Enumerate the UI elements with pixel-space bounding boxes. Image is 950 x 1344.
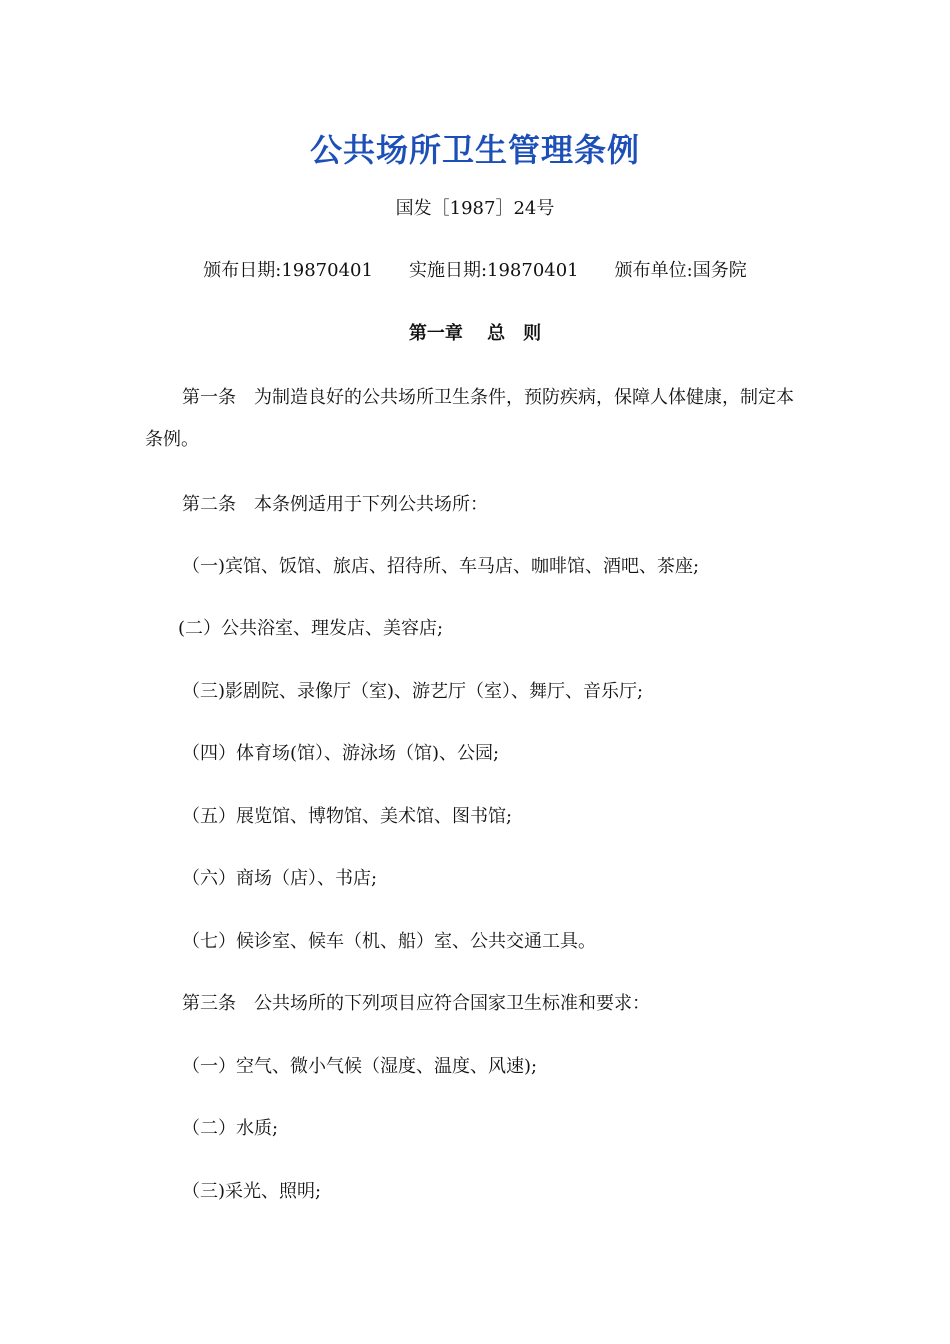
list-item: （四）体育场(馆）、游泳场（馆)、公园;: [182, 743, 500, 764]
list-item: （一）空气、微小气候（湿度、温度、风速);: [182, 1056, 538, 1077]
article-3: 第三条 公共场所的下列项目应符合国家卫生标准和要求：: [182, 993, 650, 1014]
list-item: （三)影剧院、录像厅（室)、游艺厅（室）、舞厅、音乐厅;: [182, 681, 644, 702]
list-item: （二）水质;: [182, 1118, 279, 1139]
article-1: 第一条 为制造良好的公共场所卫生条件，预防疾病，保障人体健康，制定本条例。: [145, 387, 794, 450]
list-item: (二）公共浴室、理发店、美容店;: [178, 618, 444, 639]
list-item: （五）展览馆、博物馆、美术馆、图书馆;: [182, 806, 513, 827]
issue-date: 颁布日期:19870401: [203, 260, 373, 281]
document-number: 国发［1987］24号: [395, 198, 555, 219]
article-2: 第二条 本条例适用于下列公共场所：: [182, 494, 488, 515]
list-item: （三)采光、照明;: [182, 1181, 322, 1202]
list-item: （六）商场（店）、书店;: [182, 868, 378, 889]
issuer: 颁布单位:国务院: [614, 260, 747, 281]
chapter-heading: 第一章 总 则: [408, 323, 542, 344]
document-title: 公共场所卫生管理条例: [309, 131, 640, 169]
document-meta: [0, 258, 950, 284]
list-item: （七）候诊室、候车（机、船）室、公共交通工具。: [182, 931, 596, 952]
list-item: （一)宾馆、饭馆、旅店、招待所、车马店、咖啡馆、酒吧、茶座;: [182, 556, 700, 577]
effective-date: 实施日期:19870401: [408, 260, 579, 281]
